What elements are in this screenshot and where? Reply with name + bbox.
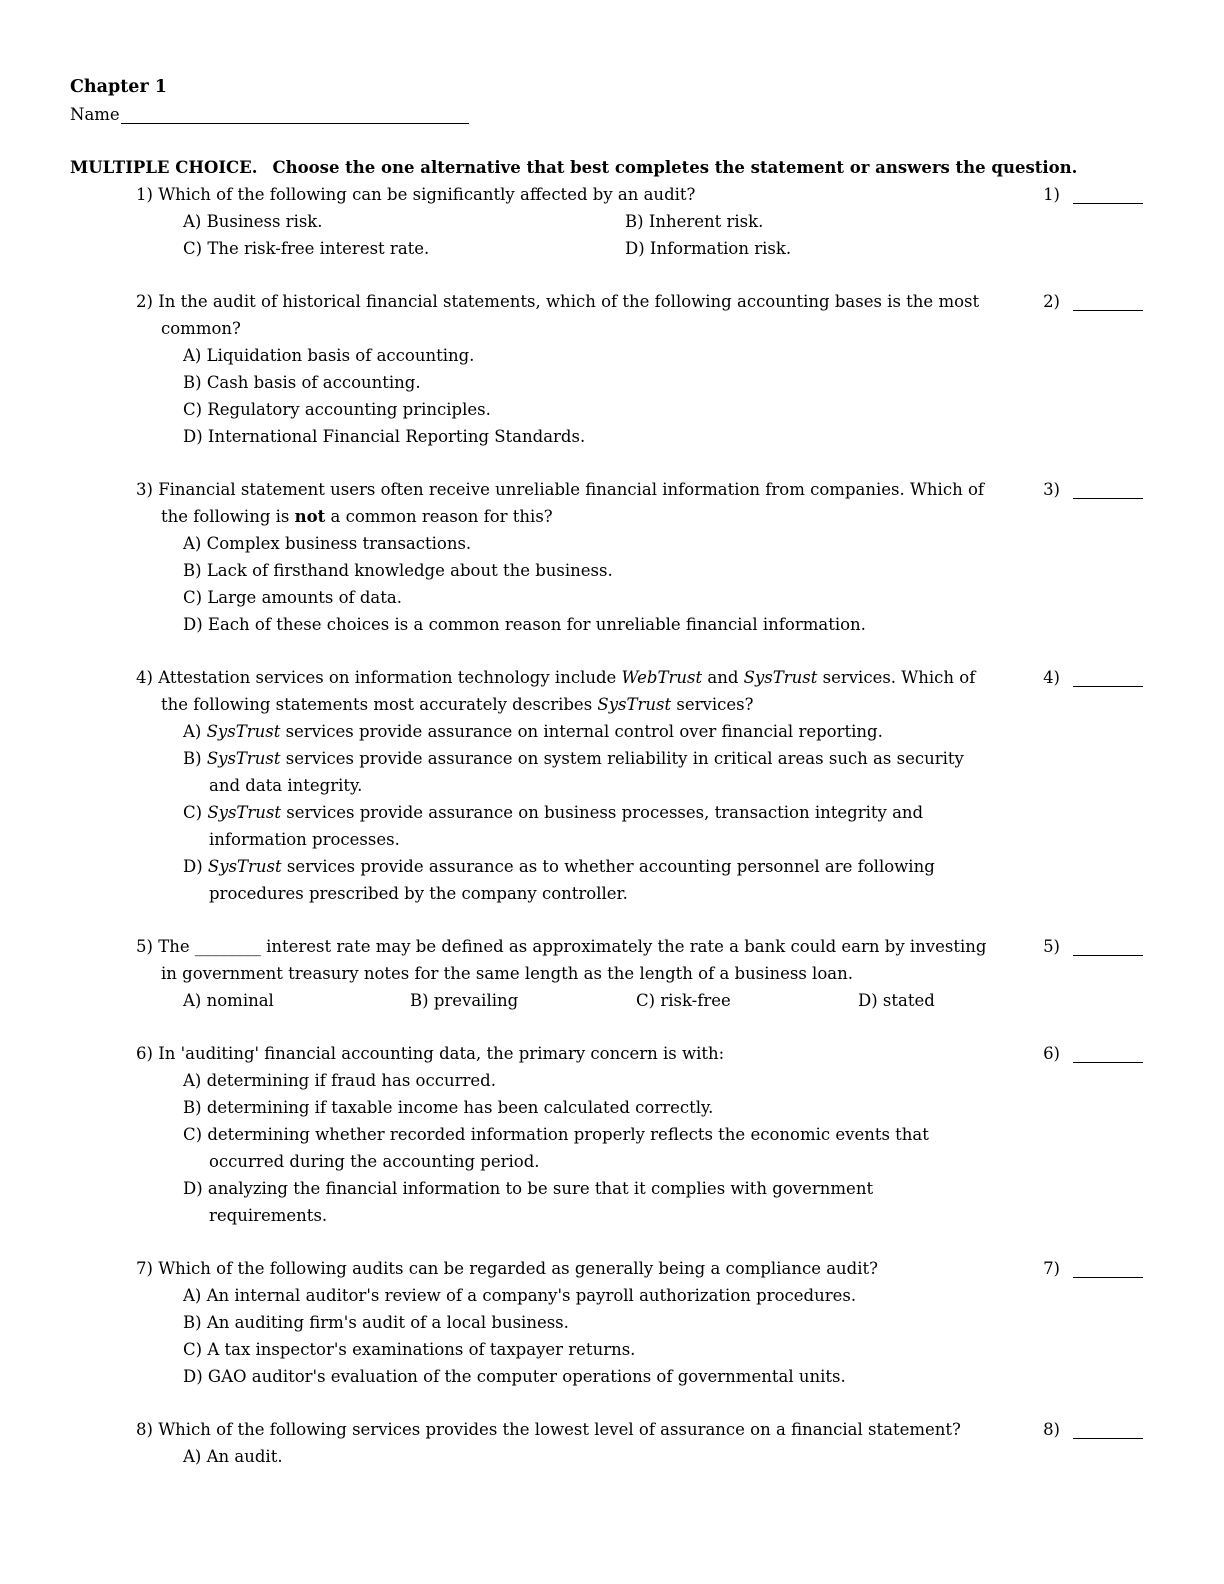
option-a — [183, 342, 989, 369]
option-c — [183, 396, 989, 423]
question-text: Which of the following services provides the lowest level of assurance on a financial statement? — [158, 1420, 961, 1439]
answer-number: 1) — [1043, 185, 1060, 204]
option-text: Information risk. — [649, 239, 792, 258]
instructions-heading: MULTIPLE CHOICE. — [70, 158, 258, 177]
answer-number: 2) — [1043, 292, 1060, 311]
answer-slot — [1035, 1040, 1143, 1067]
instructions-text: Choose the one alternative that best completes the statement or answers the question. — [272, 158, 1078, 177]
option-d — [625, 235, 1002, 262]
answer-blank-line — [1073, 476, 1143, 499]
option-label: B) — [183, 561, 202, 580]
option-label: D) — [183, 615, 203, 634]
chapter-title: Chapter 1 — [70, 77, 167, 97]
question-stem — [136, 1255, 1002, 1282]
option-text: Inherent risk. — [648, 212, 764, 231]
question-1 — [70, 181, 1164, 262]
question-list — [70, 181, 1164, 1470]
instructions — [70, 154, 1164, 181]
option-text: International Financial Reporting Standards. — [207, 427, 586, 446]
question-number: 6) — [136, 1044, 153, 1063]
option-label: A) — [183, 534, 202, 553]
options — [183, 342, 1002, 450]
option-a — [183, 987, 410, 1014]
answer-blank-line — [1073, 1416, 1143, 1439]
option-label: C) — [183, 400, 203, 419]
option-text: Complex business transactions. — [206, 534, 472, 553]
option-text: SysTrust services provide assurance on internal control over financial reporting. — [206, 722, 883, 741]
option-label: A) — [183, 346, 202, 365]
option-label: A) — [183, 991, 202, 1010]
option-c — [183, 799, 989, 853]
option-label: D) — [183, 857, 203, 876]
question-stem — [136, 476, 1002, 530]
answer-slot — [1035, 288, 1143, 315]
answer-blank-line — [1073, 933, 1143, 956]
option-d — [183, 853, 989, 907]
option-label: C) — [183, 803, 203, 822]
question-stem — [136, 1416, 1002, 1443]
question-8 — [70, 1416, 1164, 1470]
option-label: B) — [183, 1313, 202, 1332]
answer-blank-line — [1073, 664, 1143, 687]
answer-blank-line — [1073, 1040, 1143, 1063]
name-label: Name — [70, 105, 120, 124]
question-text: Attestation services on information technology include WebTrust and SysTrust services. Which of the following statements most accurately describes SysTrust services? — [158, 668, 976, 714]
option-b — [183, 1309, 989, 1336]
option-label: C) — [636, 991, 656, 1010]
name-row — [70, 101, 1164, 128]
answer-number: 3) — [1043, 480, 1060, 499]
question-4 — [70, 664, 1164, 907]
options — [183, 530, 1002, 638]
option-d — [183, 423, 989, 450]
option-b — [183, 1094, 989, 1121]
question-number: 2) — [136, 292, 153, 311]
option-text: Regulatory accounting principles. — [207, 400, 491, 419]
option-label: C) — [183, 239, 203, 258]
option-text: A tax inspector's examinations of taxpayer returns. — [207, 1340, 636, 1359]
answer-slot — [1035, 1416, 1143, 1443]
answer-slot — [1035, 181, 1143, 208]
option-b — [410, 987, 636, 1014]
option-label: B) — [410, 991, 429, 1010]
question-number: 5) — [136, 937, 153, 956]
question-text: Which of the following can be significantly affected by an audit? — [158, 185, 696, 204]
question-number: 4) — [136, 668, 153, 687]
option-label: A) — [183, 1071, 202, 1090]
option-text: Cash basis of accounting. — [206, 373, 421, 392]
option-b — [183, 369, 989, 396]
question-stem — [136, 181, 1002, 208]
option-d — [183, 611, 989, 638]
question-text: The ________ interest rate may be defined as approximately the rate a bank could earn by investing in government treasury notes for the same length as the length of a business loan. — [158, 937, 987, 983]
name-blank-line — [121, 123, 469, 124]
answer-number: 7) — [1043, 1259, 1060, 1278]
option-label: B) — [625, 212, 644, 231]
option-text: Lack of firsthand knowledge about the business. — [206, 561, 613, 580]
options — [183, 208, 1002, 262]
option-text: nominal — [206, 991, 274, 1010]
option-label: A) — [183, 1286, 202, 1305]
option-a — [183, 1282, 989, 1309]
question-3 — [70, 476, 1164, 638]
question-stem — [136, 288, 1002, 342]
question-7 — [70, 1255, 1164, 1390]
option-c — [183, 235, 625, 262]
answer-slot — [1035, 933, 1143, 960]
answer-number: 5) — [1043, 937, 1060, 956]
page-content — [70, 74, 1164, 1470]
option-label: B) — [183, 749, 202, 768]
option-c — [183, 1336, 989, 1363]
option-text: Liquidation basis of accounting. — [206, 346, 475, 365]
option-text: determining whether recorded information properly reflects the economic events that occurred during the accounting period. — [207, 1125, 929, 1171]
question-number: 8) — [136, 1420, 153, 1439]
question-number: 1) — [136, 185, 153, 204]
options — [183, 1067, 1002, 1229]
answer-number: 8) — [1043, 1420, 1060, 1439]
option-text: GAO auditor's evaluation of the computer operations of governmental units. — [207, 1367, 846, 1386]
option-text: An audit. — [206, 1447, 283, 1466]
option-text: determining if taxable income has been calculated correctly. — [206, 1098, 714, 1117]
option-label: C) — [183, 1125, 203, 1144]
answer-blank-line — [1073, 288, 1143, 311]
answer-blank-line — [1073, 1255, 1143, 1278]
option-d — [183, 1175, 989, 1229]
question-stem — [136, 664, 1002, 718]
option-text: analyzing the financial information to be sure that it complies with government requirements. — [207, 1179, 874, 1225]
answer-number: 6) — [1043, 1044, 1060, 1063]
question-number: 3) — [136, 480, 153, 499]
option-label: C) — [183, 1340, 203, 1359]
question-2 — [70, 288, 1164, 450]
options — [183, 1443, 1002, 1470]
option-text: risk-free — [660, 991, 731, 1010]
option-d — [858, 987, 1002, 1014]
option-b — [183, 745, 989, 799]
option-c — [183, 584, 989, 611]
question-text: In 'auditing' financial accounting data, the primary concern is with: — [158, 1044, 725, 1063]
option-a — [183, 208, 625, 235]
question-stem — [136, 933, 1002, 987]
option-a — [183, 1443, 989, 1470]
option-c — [183, 1121, 989, 1175]
option-text: SysTrust services provide assurance as to whether accounting personnel are following procedures prescribed by the company controller. — [207, 857, 935, 903]
option-label: D) — [858, 991, 878, 1010]
option-text: Large amounts of data. — [207, 588, 402, 607]
question-number: 7) — [136, 1259, 153, 1278]
option-text: stated — [882, 991, 935, 1010]
answer-number: 4) — [1043, 668, 1060, 687]
option-a — [183, 718, 989, 745]
option-b — [625, 208, 1002, 235]
option-text: SysTrust services provide assurance on business processes, transaction integrity and information processes. — [207, 803, 924, 849]
option-b — [183, 557, 989, 584]
options — [183, 718, 1002, 907]
option-text: determining if fraud has occurred. — [206, 1071, 496, 1090]
answer-slot — [1035, 1255, 1143, 1282]
option-c — [636, 987, 858, 1014]
option-a — [183, 1067, 989, 1094]
answer-slot — [1035, 476, 1143, 503]
option-label: A) — [183, 722, 202, 741]
question-5 — [70, 933, 1164, 1014]
option-text: prevailing — [433, 991, 519, 1010]
option-text: The risk-free interest rate. — [207, 239, 430, 258]
option-label: B) — [183, 1098, 202, 1117]
answer-blank-line — [1073, 181, 1143, 204]
option-label: D) — [183, 1367, 203, 1386]
option-label: D) — [183, 1179, 203, 1198]
option-text: An auditing firm's audit of a local business. — [206, 1313, 569, 1332]
option-a — [183, 530, 989, 557]
options — [183, 1282, 1002, 1390]
option-text: SysTrust services provide assurance on system reliability in critical areas such as security and data integrity. — [206, 749, 964, 795]
question-text: Financial statement users often receive unreliable financial information from companies. Which of the following is not a common reason for this? — [158, 480, 984, 526]
question-stem — [136, 1040, 1002, 1067]
option-text: An internal auditor's review of a company's payroll authorization procedures. — [206, 1286, 857, 1305]
option-d — [183, 1363, 989, 1390]
answer-slot — [1035, 664, 1143, 691]
option-label: A) — [183, 212, 202, 231]
question-text: Which of the following audits can be regarded as generally being a compliance audit? — [158, 1259, 878, 1278]
option-label: D) — [625, 239, 645, 258]
option-text: Business risk. — [206, 212, 323, 231]
question-text: In the audit of historical financial statements, which of the following accounting bases is the most common? — [158, 292, 980, 338]
option-text: Each of these choices is a common reason for unreliable financial information. — [207, 615, 866, 634]
question-6 — [70, 1040, 1164, 1229]
option-label: C) — [183, 588, 203, 607]
option-label: A) — [183, 1447, 202, 1466]
options — [183, 987, 1002, 1014]
option-label: D) — [183, 427, 203, 446]
option-label: B) — [183, 373, 202, 392]
